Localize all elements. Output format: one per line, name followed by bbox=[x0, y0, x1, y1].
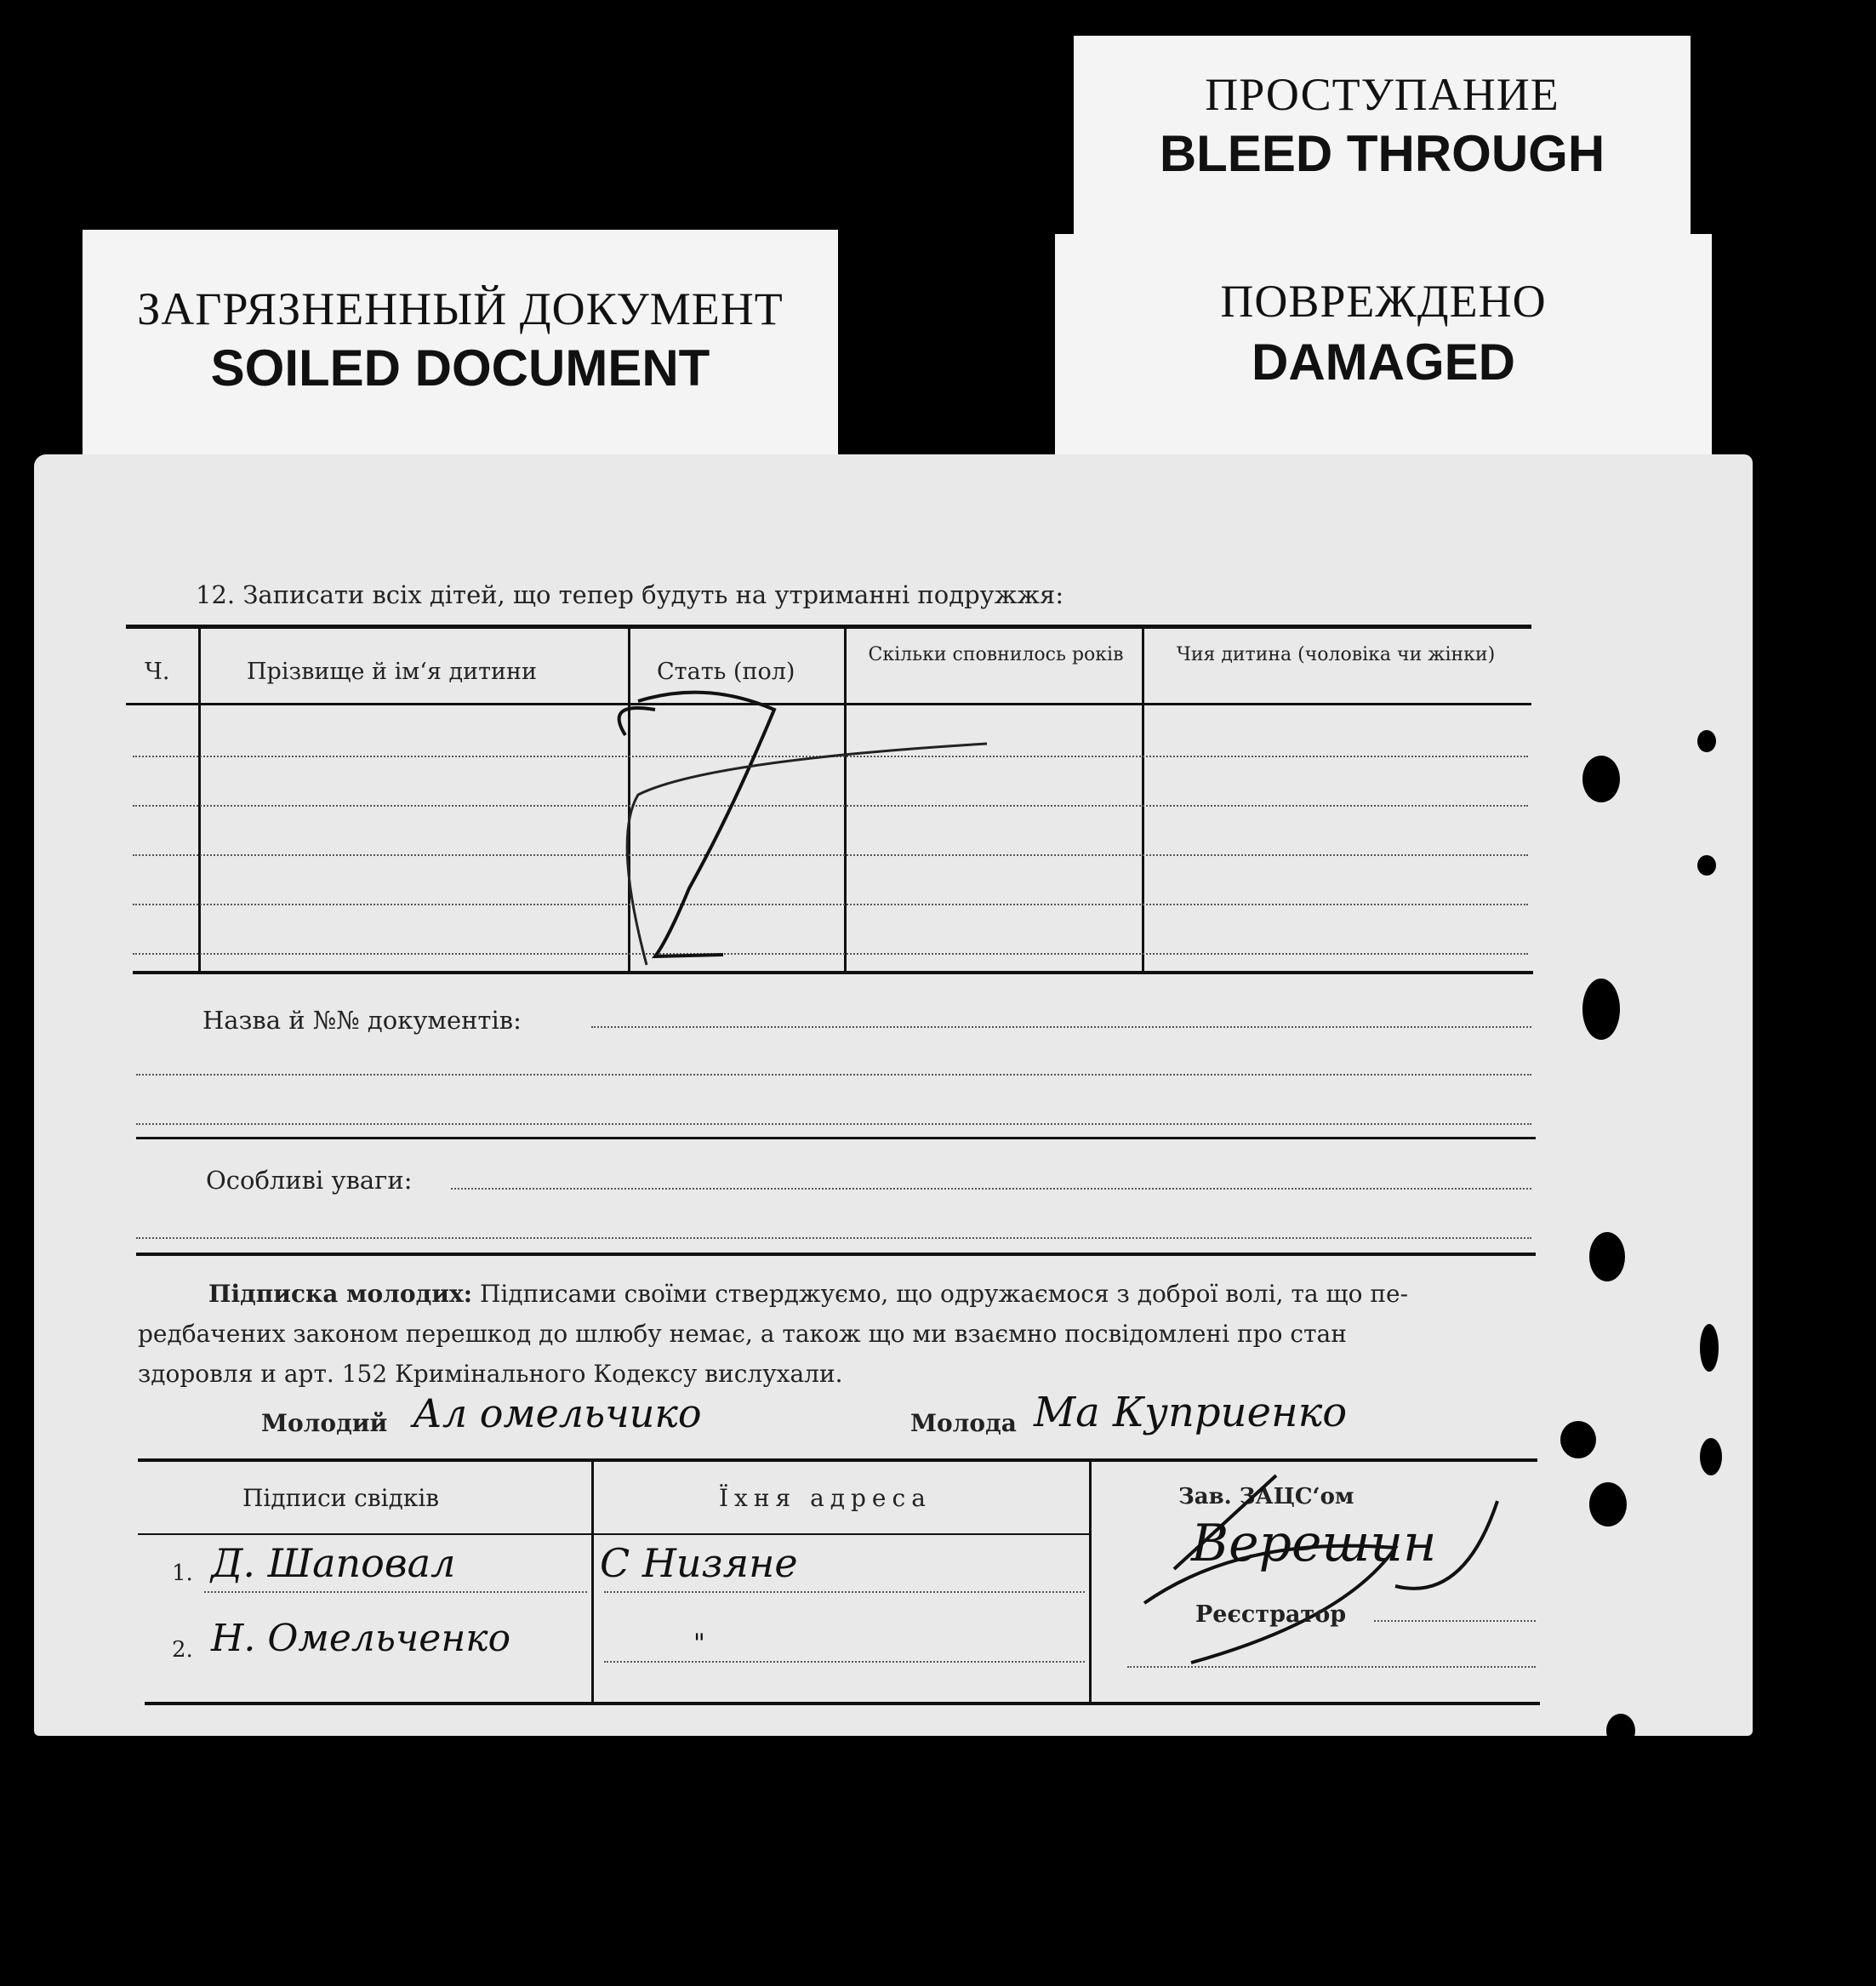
header-number: Ч. bbox=[145, 659, 170, 685]
pledge-line1: Підписами своїми стверджуємо, що одружаємося з доброї волі, та що пе- bbox=[479, 1280, 1409, 1308]
punch-hole bbox=[1582, 756, 1620, 802]
punch-hole bbox=[1606, 1714, 1635, 1748]
pledge-text-line2: редбачених законом перешкод до шлюбу немає, а також що ми взаємно посвідомлені про стан bbox=[138, 1320, 1347, 1348]
pledge-text-line3: здоровля и арт. 152 Кримінального Кодексу вислухали. bbox=[138, 1360, 843, 1388]
damaged-label bbox=[1055, 234, 1712, 472]
head-label: Зав. ЗАЦС‘ом bbox=[1178, 1484, 1354, 1509]
documents-label: Назва й №№ документів: bbox=[202, 1006, 522, 1035]
witness-2-address: " bbox=[693, 1629, 705, 1658]
section12-title: 12. Записати всіх дітей, що тепер будуть на утриманні подружжя: bbox=[196, 580, 1064, 609]
pledge-text-line1 bbox=[208, 1280, 1408, 1308]
witness-number: 2. bbox=[172, 1637, 193, 1663]
punch-hole bbox=[1582, 979, 1620, 1040]
bleed-through-label bbox=[1074, 36, 1691, 257]
punch-hole bbox=[1700, 1438, 1722, 1475]
bleed-label-ru: ПРОСТУПАНИЕ bbox=[1205, 69, 1560, 120]
damaged-label-ru: ПОВРЕЖДЕНО bbox=[1220, 276, 1547, 327]
punch-hole bbox=[1589, 1482, 1627, 1527]
registrar-label: Реєстратор bbox=[1195, 1601, 1347, 1628]
pledge-bold-label: Підписка молодих: bbox=[208, 1280, 473, 1308]
witness-2-signature: Н. Омельченко bbox=[211, 1617, 511, 1660]
punch-hole bbox=[1697, 730, 1716, 752]
soiled-document-label bbox=[83, 230, 838, 468]
groom-signature: Ал омельчико bbox=[413, 1390, 702, 1436]
groom-label: Молодий bbox=[261, 1409, 388, 1437]
witness-1-address: С Низяне bbox=[600, 1540, 798, 1586]
damaged-label-en: DAMAGED bbox=[1252, 334, 1515, 391]
punch-hole bbox=[1560, 1421, 1596, 1458]
soiled-label-en: SOILED DOCUMENT bbox=[210, 340, 710, 397]
header-age: Скільки сповнилось років bbox=[868, 644, 1124, 665]
head-signature-stroke bbox=[1140, 1467, 1531, 1671]
cross-out-mark bbox=[579, 684, 1021, 973]
soiled-label-ru: ЗАГРЯЗНЕННЫЙ ДОКУМЕНТ bbox=[137, 283, 784, 334]
header-child-name: Прізвище й ім‘я дитини bbox=[247, 659, 538, 685]
punch-hole bbox=[1700, 1324, 1719, 1372]
punch-hole bbox=[1697, 855, 1716, 876]
punch-hole bbox=[1589, 1232, 1625, 1281]
header-sex: Стать (пол) bbox=[657, 659, 795, 685]
notes-label: Особливі уваги: bbox=[206, 1166, 413, 1195]
header-whose-child: Чия дитина (чоловіка чи жінки) bbox=[1176, 644, 1496, 665]
address-header: Їхня адреса bbox=[719, 1484, 932, 1512]
form-sheet bbox=[34, 454, 1753, 1736]
bleed-label-en: BLEED THROUGH bbox=[1159, 125, 1605, 182]
bride-signature: Ма Куприенко bbox=[1034, 1389, 1348, 1436]
head-signature: Верешин bbox=[1191, 1514, 1437, 1573]
witness-number: 1. bbox=[172, 1561, 193, 1586]
witness-1-signature: Д. Шаповал bbox=[211, 1540, 456, 1586]
witnesses-header: Підписи свідків bbox=[242, 1484, 440, 1512]
bride-label: Молода bbox=[910, 1409, 1017, 1437]
